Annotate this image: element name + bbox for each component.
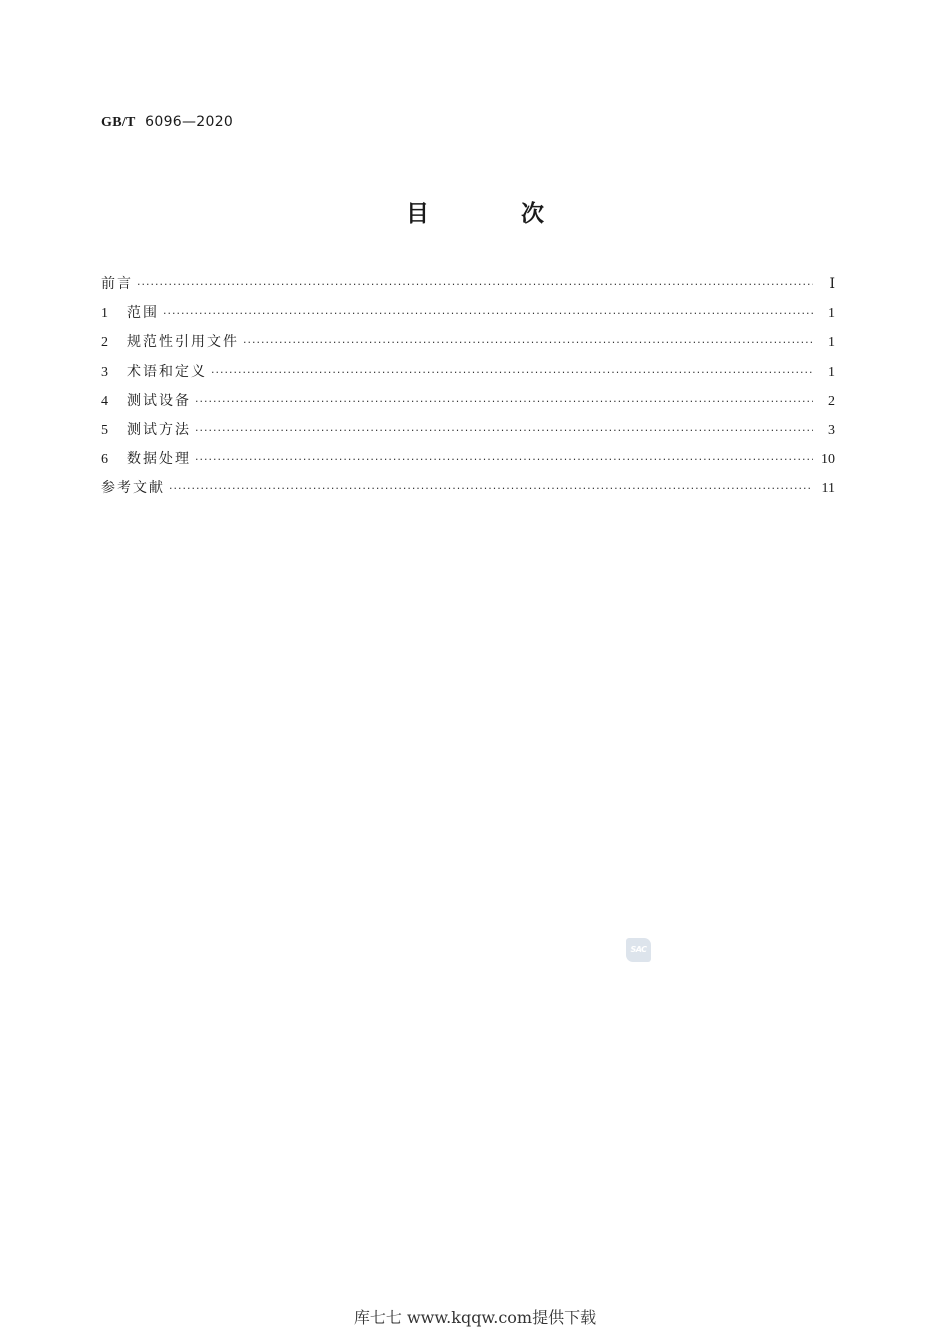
toc-entry-test-methods[interactable]: [101, 416, 835, 445]
toc-entry-test-equipment[interactable]: [101, 387, 835, 416]
toc-entry-label: 测试设备: [127, 392, 191, 409]
toc-entry-label: 测试方法: [127, 421, 191, 438]
toc-entry-number: 1: [101, 306, 108, 322]
toc-entry-scope[interactable]: [101, 299, 835, 328]
toc-entry-number: 5: [101, 422, 108, 438]
sac-watermark-logo: SAC: [626, 938, 651, 962]
toc-entry-bibliography[interactable]: [101, 474, 835, 503]
toc-entry-page: 2: [828, 393, 835, 409]
toc-dot-leader: [211, 358, 813, 387]
toc-dot-leader: [195, 416, 813, 445]
toc-entry-page: Ⅰ: [829, 277, 835, 292]
toc-entry-number: 4: [101, 393, 108, 409]
toc-title: 目 次: [405, 201, 586, 227]
toc-entry-label: 前言: [101, 276, 133, 292]
toc-entry-page: 3: [828, 422, 835, 438]
toc-entry-number: 2: [101, 335, 108, 351]
toc-entry-number: 3: [101, 364, 108, 380]
footer-download-note: 库七七 www.kqqw.com提供下载: [353, 1308, 597, 1327]
toc-entry-label: 范围: [127, 305, 159, 322]
toc-entry-page: 1: [828, 306, 835, 322]
toc-entry-page: 10: [821, 452, 835, 468]
standard-prefix: GB/T: [101, 115, 136, 130]
toc-entry-normative-references[interactable]: [101, 328, 835, 357]
toc-entry-page: 1: [828, 335, 835, 351]
toc-dot-leader: [137, 270, 813, 299]
toc-entry-label: 参考文献: [101, 480, 165, 497]
toc-dot-leader: [169, 474, 813, 503]
toc-entry-page: 11: [821, 481, 835, 497]
toc-list: [101, 270, 835, 504]
toc-dot-leader: [163, 299, 813, 328]
toc-entry-data-processing[interactable]: [101, 445, 835, 474]
toc-entry-preface[interactable]: [101, 270, 835, 299]
toc-dot-leader: [243, 328, 813, 357]
standard-number: 6096—2020: [145, 114, 234, 130]
toc-dot-leader: [195, 445, 813, 474]
toc-entry-terms-definitions[interactable]: [101, 358, 835, 387]
toc-dot-leader: [195, 387, 813, 416]
toc-entry-page: 1: [828, 364, 835, 380]
toc-entry-label: 术语和定义: [127, 363, 207, 380]
toc-entry-label: 数据处理: [127, 451, 191, 468]
toc-entry-label: 规范性引用文件: [127, 334, 239, 351]
standard-code: [101, 114, 233, 131]
toc-entry-number: 6: [101, 452, 108, 468]
